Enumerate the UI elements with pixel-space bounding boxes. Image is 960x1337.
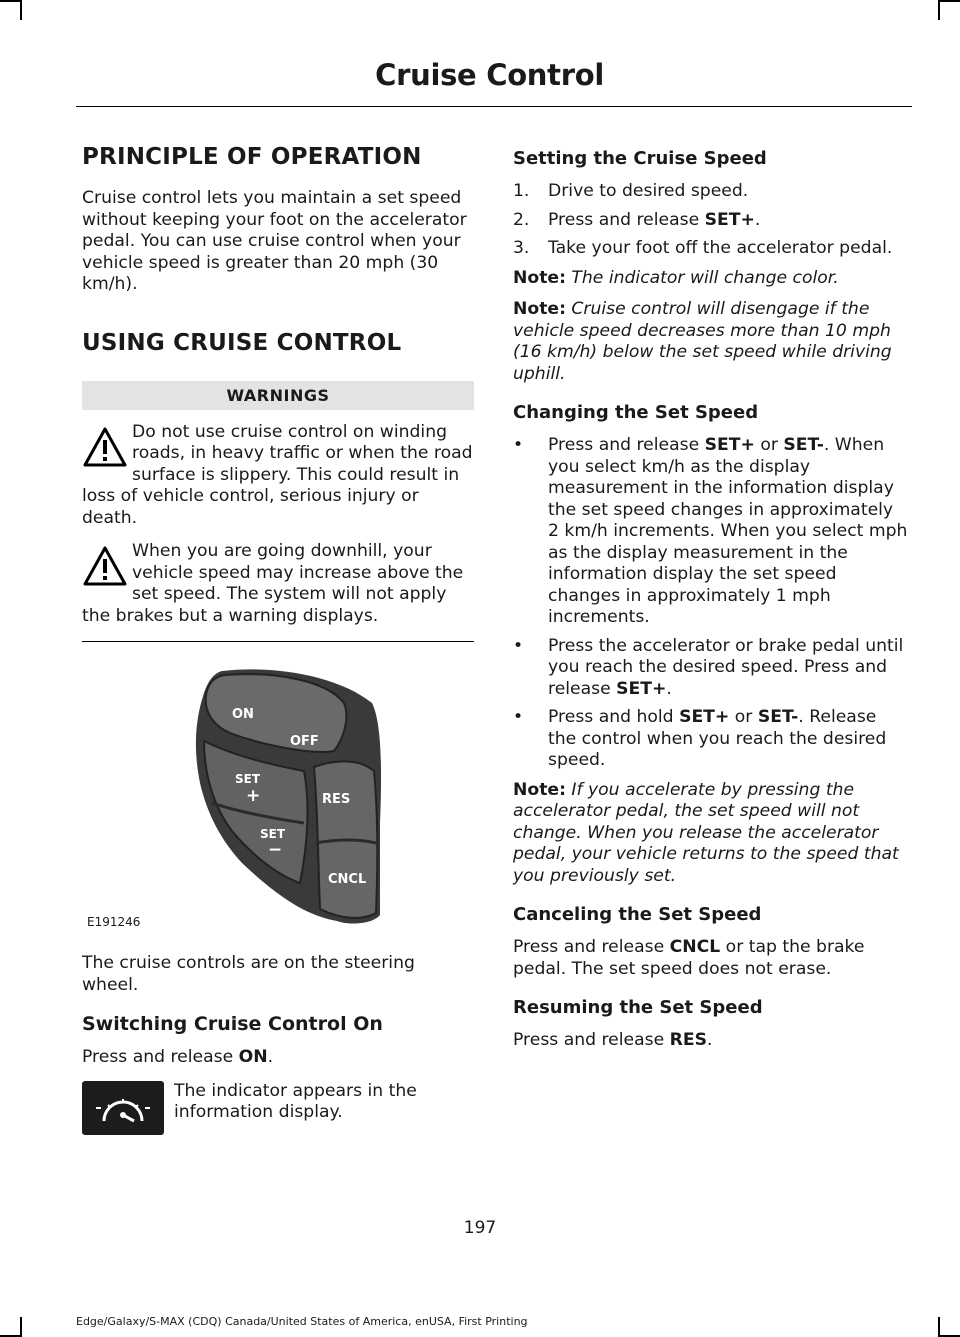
resume-prefix: Press and release bbox=[513, 1030, 670, 1050]
steering-controls-figure bbox=[82, 663, 474, 933]
step-1 bbox=[513, 181, 908, 203]
warning-1-text: Do not use cruise control on winding roads, in heavy traffic or when the road surface is slippery. This could result in loss of vehicle control, serious injury or death. bbox=[82, 421, 473, 528]
button-res-label: RES bbox=[322, 792, 351, 807]
bullet-text: Press and release bbox=[548, 435, 705, 455]
figure-code: E191246 bbox=[87, 915, 141, 929]
bullet-text: or bbox=[754, 435, 784, 455]
bullet-icon: • bbox=[513, 435, 524, 455]
warning-2 bbox=[82, 541, 474, 627]
step-number: 3. bbox=[513, 238, 530, 258]
resuming-text bbox=[513, 1030, 908, 1052]
press-on-text bbox=[82, 1047, 474, 1069]
bullet-3 bbox=[513, 707, 908, 772]
step-suffix: . bbox=[754, 209, 761, 230]
set-minus-ref: SET- bbox=[757, 707, 799, 727]
bullet-icon: • bbox=[513, 707, 524, 727]
page-number: 197 bbox=[463, 1218, 497, 1238]
cancel-suffix: or tap the brake pedal. The set speed does not erase. bbox=[513, 937, 865, 979]
heading-setting: Setting the Cruise Speed bbox=[513, 148, 767, 169]
note-label: Note: bbox=[513, 267, 566, 288]
bullet-text: . Release the control when you reach the desired speed. bbox=[548, 707, 887, 770]
crop-mark bbox=[0, 0, 22, 2]
note-1 bbox=[513, 268, 908, 290]
button-off-label: OFF bbox=[290, 734, 319, 749]
setting-steps bbox=[513, 181, 908, 260]
bullet-text: Press the accelerator or brake pedal until you reach the desired speed. Press and release bbox=[548, 635, 904, 699]
set-plus-ref: SET+ bbox=[704, 435, 755, 455]
crop-mark bbox=[20, 0, 22, 20]
step-text: Take your foot off the accelerator pedal. bbox=[548, 238, 893, 258]
crop-mark bbox=[938, 0, 940, 20]
step-3 bbox=[513, 238, 908, 260]
crop-mark bbox=[938, 0, 960, 2]
warnings-rule bbox=[82, 641, 474, 642]
note-3 bbox=[513, 780, 908, 888]
step-2 bbox=[513, 210, 908, 232]
button-cncl-label: CNCL bbox=[328, 872, 367, 887]
note-text: The indicator will change color. bbox=[565, 267, 839, 288]
note-2 bbox=[513, 299, 908, 385]
crop-mark bbox=[20, 1317, 22, 1337]
set-plus-ref: SET+ bbox=[679, 707, 730, 727]
bullet-text: Press and hold bbox=[548, 707, 680, 727]
step-number: 2. bbox=[513, 209, 530, 230]
page-header-title: Cruise Control bbox=[375, 58, 604, 92]
bullet-text: . When you select km/h as the display measurement in the information display the set speed changes in approximately 2 km/h increments. When you select mph as the display measurement in the information display the set speed changes in approximately 1 mph increments. bbox=[548, 435, 908, 627]
press-on-prefix: Press and release bbox=[82, 1047, 239, 1067]
crop-mark bbox=[938, 1317, 940, 1337]
res-ref: RES bbox=[669, 1030, 707, 1050]
set-plus-ref: SET+ bbox=[616, 678, 667, 699]
heading-changing: Changing the Set Speed bbox=[513, 402, 759, 423]
button-set-minus-label: SET bbox=[260, 827, 286, 841]
note-text: Cruise control will disengage if the vehicle speed decreases more than 10 mph (16 km/h) below the set speed while driving uphill. bbox=[513, 299, 892, 384]
indicator-row bbox=[82, 1081, 474, 1124]
note-label: Note: bbox=[513, 299, 566, 319]
cruise-indicator-icon bbox=[82, 1081, 164, 1135]
edition-line: Edge/Galaxy/S-MAX (CDQ) Canada/United States of America, enUSA, First Printing bbox=[76, 1315, 528, 1328]
location-text: The cruise controls are on the steering wheel. bbox=[82, 953, 415, 995]
warning-triangle-icon bbox=[82, 545, 128, 587]
resume-suffix: . bbox=[707, 1030, 713, 1050]
right-column bbox=[513, 144, 908, 1052]
cancel-prefix: Press and release bbox=[513, 937, 670, 957]
press-on-suffix: . bbox=[267, 1047, 274, 1067]
on-button-ref: ON bbox=[238, 1047, 268, 1067]
header-rule bbox=[76, 106, 912, 107]
heading-using: USING CRUISE CONTROL bbox=[82, 329, 402, 356]
step-number: 1. bbox=[513, 181, 530, 201]
button-plus-sign: + bbox=[246, 786, 261, 806]
warning-1 bbox=[82, 422, 474, 530]
note-text: If you accelerate by pressing the accelerator pedal, the set speed will not change. When you release the accelerator pedal, your vehicle returns to the speed that you previously set. bbox=[513, 779, 899, 886]
button-minus-sign: − bbox=[268, 840, 283, 860]
step-text: Drive to desired speed. bbox=[548, 181, 749, 201]
bullet-2 bbox=[513, 636, 908, 701]
changing-bullets bbox=[513, 435, 908, 772]
bullet-1 bbox=[513, 435, 908, 629]
bullet-icon: • bbox=[513, 635, 524, 656]
indicator-text: The indicator appears in the information display. bbox=[174, 1080, 417, 1122]
step-text: Press and release bbox=[548, 209, 705, 230]
set-minus-ref: SET- bbox=[783, 435, 824, 455]
note-label: Note: bbox=[513, 779, 566, 800]
heading-resuming: Resuming the Set Speed bbox=[513, 997, 763, 1018]
left-column bbox=[82, 144, 474, 1135]
button-on-label: ON bbox=[232, 707, 254, 722]
heading-principle: PRINCIPLE OF OPERATION bbox=[82, 144, 422, 170]
bullet-text: . bbox=[666, 678, 672, 699]
button-set-plus-label: SET bbox=[235, 772, 261, 786]
warning-2-text: When you are going downhill, your vehicle speed may increase above the set speed. The system will not apply the brakes but a warning displays. bbox=[82, 541, 464, 626]
steering-controls-illustration bbox=[82, 663, 474, 933]
canceling-text bbox=[513, 937, 908, 980]
heading-switch-on: Switching Cruise Control On bbox=[82, 1013, 383, 1035]
warning-triangle-icon bbox=[82, 426, 128, 468]
warnings-header: WARNINGS bbox=[82, 381, 474, 410]
bullet-text: or bbox=[729, 707, 758, 727]
principle-text: Cruise control lets you maintain a set speed without keeping your foot on the accelerator pedal. You can use cruise control when your vehicle speed is greater than 20 mph (30 km/h). bbox=[82, 188, 467, 294]
heading-canceling: Canceling the Set Speed bbox=[513, 904, 762, 925]
cncl-ref: CNCL bbox=[669, 937, 721, 957]
set-plus-ref: SET+ bbox=[704, 209, 755, 230]
